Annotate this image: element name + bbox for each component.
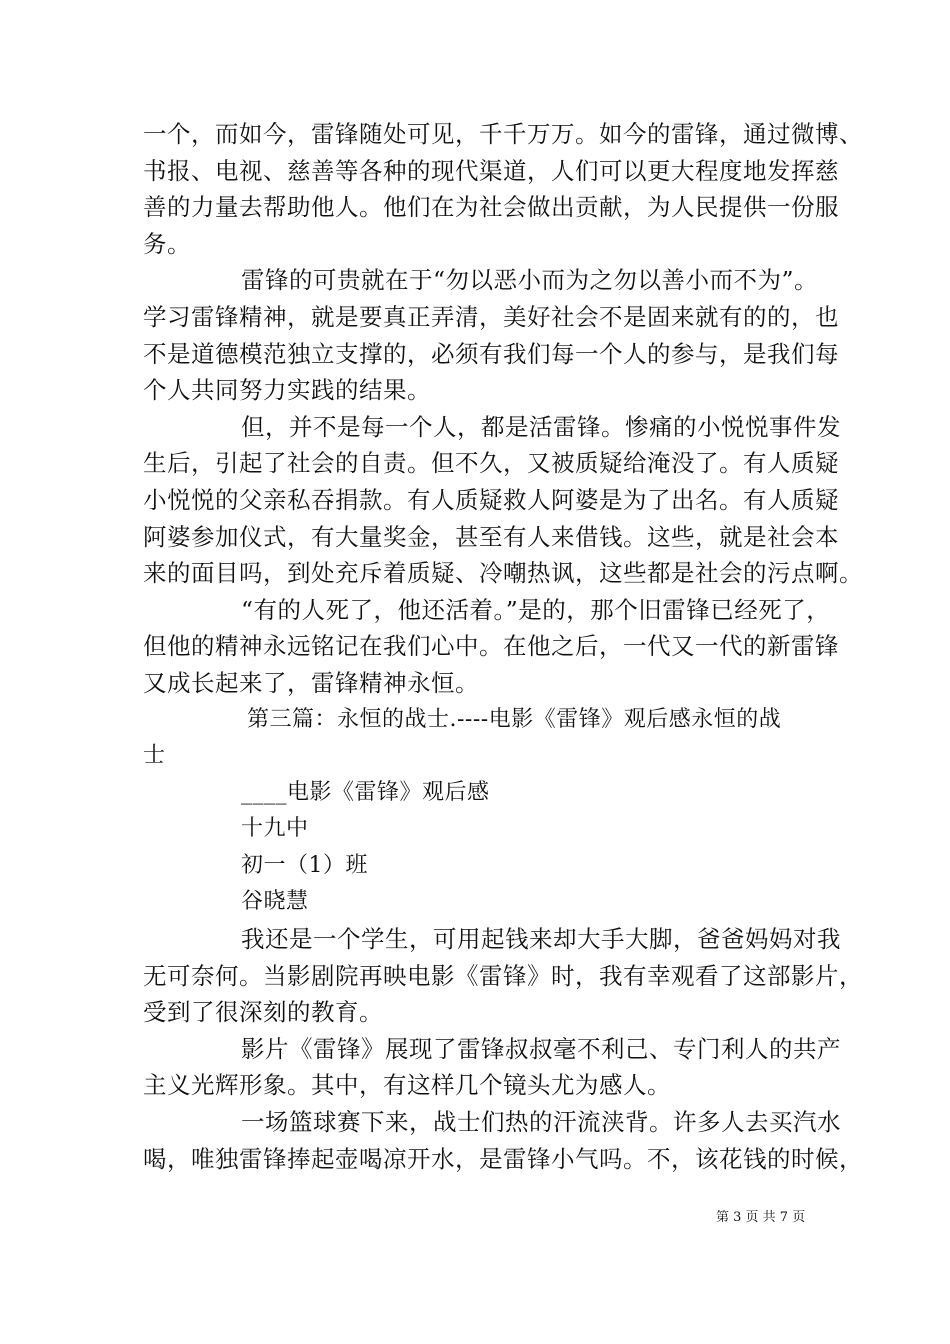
text-line: 善的力量去帮助他人。他们在为社会做出贡献，为人民提供一份服 — [143, 193, 839, 222]
text-line: 但他的精神永远铭记在我们心中。在他之后，一代又一代的新雷锋 — [143, 632, 839, 661]
text-line: 无可奈何。当影剧院再映电影《雷锋》时，我有幸观看了这部影片， — [143, 961, 863, 990]
section-heading: 第三篇：永恒的战士.----电影《雷锋》观后感永恒的战 — [247, 706, 782, 732]
text-line: 不是道德模范独立支撑的，必须有我们每一个人的参与，是我们每 — [143, 339, 839, 368]
school-name: 十九中 — [241, 816, 309, 842]
class-name: 初一（1）班 — [241, 852, 368, 878]
text-line: 一个，而如今，雷锋随处可见，千千万万。如今的雷锋，通过微博、 — [143, 120, 863, 148]
text-line: 但，并不是每一个人，都是活雷锋。惨痛的小悦悦事件发 — [241, 412, 841, 441]
text-line: 务。 — [143, 229, 191, 258]
text-line: 个人共同努力实践的结果。 — [143, 376, 431, 405]
text-line: 喝，唯独雷锋捧起壶喝凉开水，是雷锋小气吗。不，该花钱的时候， — [143, 1144, 863, 1173]
text-line: 又成长起来了，雷锋精神永恒。 — [143, 668, 479, 697]
body-text — [143, 116, 863, 1177]
section-heading-continued: 士 — [143, 743, 166, 769]
subtitle: ____电影《雷锋》观后感 — [241, 779, 490, 805]
author-name: 谷晓慧 — [241, 889, 309, 915]
text-line: 我还是一个学生，可用起钱来却大手大脚，爸爸妈妈对我 — [241, 925, 841, 954]
text-line: 受到了很深刻的教育。 — [143, 998, 383, 1027]
text-line: “有的人死了，他还活着。”是的，那个旧雷锋已经死了， — [241, 595, 831, 624]
page-number: 第 3 页 共 7 页 — [716, 1210, 806, 1225]
text-line: 一场篮球赛下来，战士们热的汗流浃背。许多人去买汽水 — [241, 1108, 841, 1137]
text-line: 影片《雷锋》展现了雷锋叔叔毫不利己、专门利人的共产 — [241, 1034, 841, 1063]
text-line: 生后，引起了社会的自责。但不久，又被质疑给淹没了。有人质疑 — [143, 449, 839, 478]
text-line: 书报、电视、慈善等各种的现代渠道，人们可以更大程度地发挥慈 — [143, 156, 839, 185]
text-line: 来的面目吗，到处充斥着质疑、冷嘲热讽，这些都是社会的污点啊。 — [143, 559, 863, 588]
text-line: 小悦悦的父亲私吞捐款。有人质疑救人阿婆是为了出名。有人质疑 — [143, 485, 839, 514]
text-line: 学习雷锋精神，就是要真正弄清，美好社会不是固来就有的的，也 — [143, 302, 839, 331]
text-line: 雷锋的可贵就在于“勿以恶小而为之勿以善小而不为”。 — [241, 266, 819, 295]
text-line: 阿婆参加仪式，有大量奖金，甚至有人来借钱。这些，就是社会本 — [143, 522, 839, 551]
text-line: 主义光辉形象。其中，有这样几个镜头尤为感人。 — [143, 1071, 671, 1100]
